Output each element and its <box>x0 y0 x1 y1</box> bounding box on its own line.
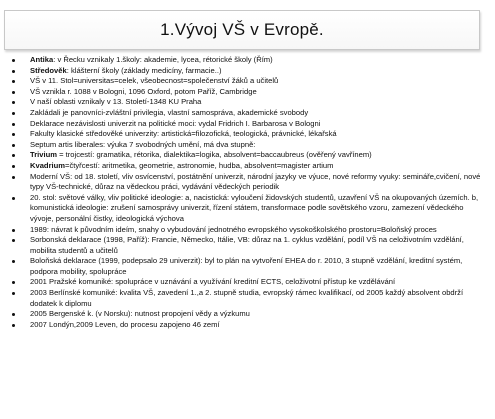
item-text: Sorbonská deklarace (1998, Paříž): Francie, Německo, Itálie, VB: důraz na 1. cyklus vzdělání, podíl VŠ na celoživotním vzdělání, mobilita studentů a učitelů <box>30 235 464 255</box>
item-text: = trojcestí: gramatika, rétorika, dialektika=logika, absolvent=baccaubreus (ověřený vavřínem) <box>57 150 372 160</box>
list-item <box>4 256 488 277</box>
item-text: Deklarace nezávislosti univerzit na politické moci: vydal Fridrich I. Barbarosa v Bologni <box>30 118 321 128</box>
item-text: Moderní VŠ: od 18. století, vliv osvícenství, postátnění univerzit, národní jazyky ve výuce, nové reformy vyuky: semináře,cvičení, nové typy VŠ-technické, důraz na vědeckou práci, vydávání vědeckých periodik <box>30 171 481 192</box>
item-text: Fakulty klasické středověké univerzity: artistická=filozofická, teologická, právnické, lékařská <box>30 129 337 139</box>
item-text: 20. stol: světové války, vliv politické ideologie: a, nacistická: vyloučení židovských studentů, uzavření VŠ na okupovaných územích. b, komunistická ideologie: zrušení samosprávy univerzit, řízení státem, transformace podle sovětského vzoru, zamezení vědeckého vývoje, personální čistky, ideologická výchova <box>30 192 479 223</box>
item-text: 2001 Pražské komuniké: spolupráce v uznávání a využívání kreditní ECTS, celoživotní přístup ke vzdělávání <box>30 277 396 287</box>
item-text: 2007 Londýn,2009 Leven, do procesu zapojeno 46 zemí <box>30 319 220 329</box>
list-item <box>4 97 488 108</box>
page-title: 1.Vývoj VŠ v Evropě. <box>160 20 324 39</box>
list-item <box>4 55 488 66</box>
bullet-list <box>4 55 488 330</box>
item-text: 2003 Berlínské komuniké: kvalita VŠ, zavedení 1.,a 2. stupně studia, evropský rámec kvalifikací, od 2005 každý absolvent obdrží dodatek k diplomu <box>30 288 464 308</box>
item-bold: Trivium <box>30 150 58 160</box>
list-item <box>4 129 488 140</box>
list-item <box>4 87 488 98</box>
list-item <box>4 235 488 256</box>
item-text: : v Řecku vznikaly 1.školy: akademie, lycea, rétorické školy (Řím) <box>53 55 273 64</box>
list-item <box>4 108 488 119</box>
item-text: VŠ vznikla r. 1088 v Bologni, 1096 Oxford, potom Paříž, Cambridge <box>30 86 257 96</box>
list-item <box>4 172 488 193</box>
list-item <box>4 225 488 236</box>
list-item <box>4 288 488 309</box>
item-text: Boloňská deklarace (1999, podepsalo 29 univerzit): byl to plán na vytvoření EHEA do r. 2010, 3 stupně vzdělání, kreditní systém, podpora mobility, spolupráce <box>30 256 463 276</box>
list-item <box>4 119 488 130</box>
item-text: Septum artis liberales: výuka 7 svobodných umění, má dva stupně: <box>30 139 256 149</box>
list-item <box>4 193 488 225</box>
list-item <box>4 161 488 172</box>
item-text: 2005 Bergenské k. (v Norsku): nutnost propojení vědy a výzkumu <box>30 309 250 319</box>
title-box <box>4 10 480 50</box>
item-bold: Středověk <box>30 65 67 75</box>
item-bold: Antika <box>30 55 54 64</box>
item-bold: Kvadrium <box>30 160 66 170</box>
item-text: V naší oblasti vznikaly v 13. Století-1348 KU Praha <box>30 97 202 107</box>
list-item <box>4 309 488 320</box>
item-text: =čtyřcestí: aritmetika, geometrie, astronomie, hudba, absolvent=magister artium <box>65 160 334 170</box>
list-item <box>4 320 488 331</box>
item-text: Zakládali je panovníci-zvláštní privilegia, vlastní samospráva, akademické svobody <box>30 107 309 117</box>
item-text: : klášterní školy (základy medicíny, farmacie..) <box>66 65 222 75</box>
item-text: VŠ v 11. Stol=universitas=celek, všeobecnost=společenství žáků a učitelů <box>30 76 279 86</box>
list-item <box>4 277 488 288</box>
list-item <box>4 140 488 151</box>
list-item <box>4 150 488 161</box>
item-text: 1989: návrat k původním ideím, snahy o vybudování jednotného evropského vysokoškolského prostoru=Boloňský proces <box>30 224 437 234</box>
list-item <box>4 66 488 77</box>
list-item <box>4 76 488 87</box>
